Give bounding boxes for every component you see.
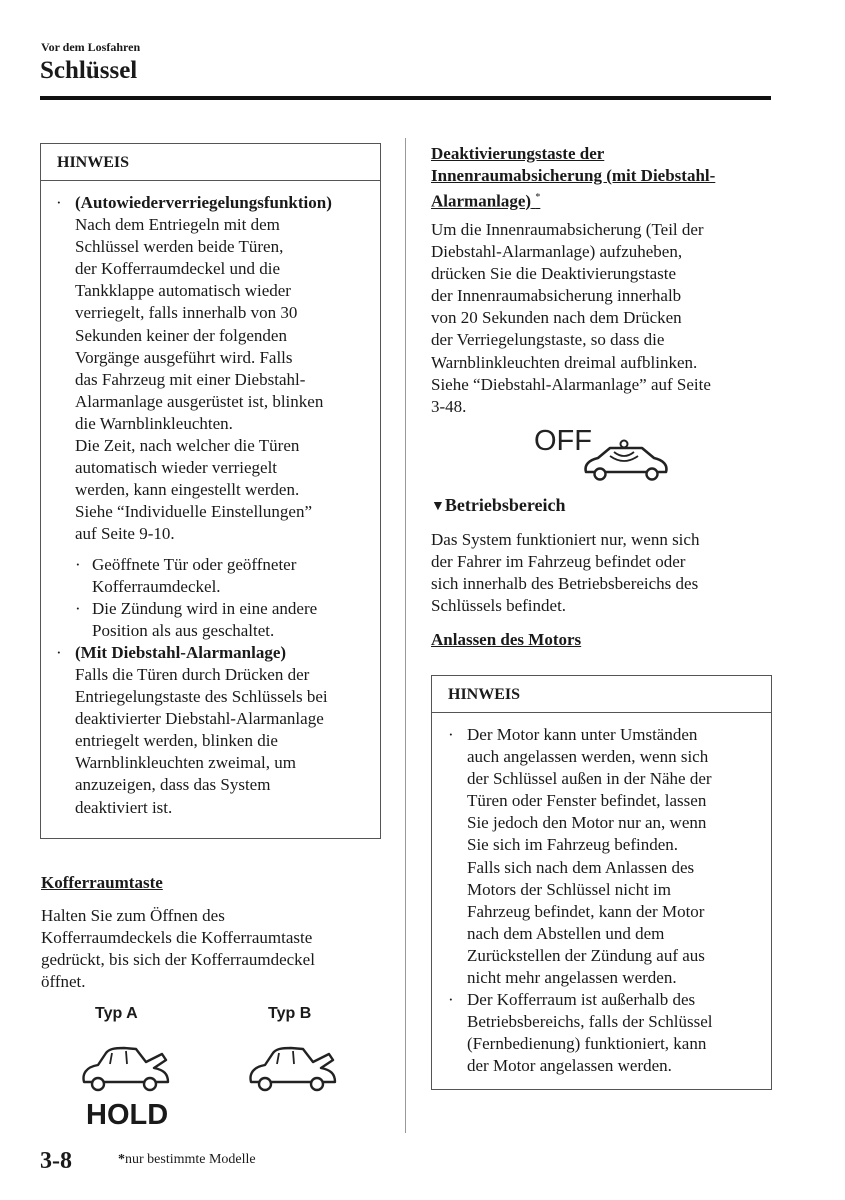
text-line: Um die Innenraumabsicherung (Teil der (431, 220, 704, 239)
heading-line: Deaktivierungstaste der (431, 144, 605, 163)
text-line: Die Zündung wird in eine andere (92, 598, 318, 618)
text-line: Vorgänge ausgeführt wird. Falls (75, 347, 293, 367)
text-line: der Motor angelassen werden. (467, 1056, 672, 1076)
type-b-label: Typ B (268, 1005, 312, 1022)
page-title: Schlüssel (40, 57, 138, 84)
text-line: deaktivierter Diebstahl-Alarmanlage (75, 709, 324, 729)
trunk-open-car-icon (76, 1040, 176, 1096)
text-line: nach dem Abstellen und dem (467, 923, 665, 943)
text-line: Diebstahl-Alarmanlage) aufzuheben, (431, 242, 683, 262)
header-rule (40, 96, 771, 100)
text-line: öffnet. (41, 972, 86, 992)
text-line: der Fahrer im Fahrzeug befindet oder (431, 552, 686, 572)
trunk-open-car-icon (243, 1040, 343, 1096)
section-title: Vor dem Losfahren (41, 40, 141, 54)
text-line: Schlüssels befindet. (431, 596, 567, 616)
text-line: der Verriegelungstaste, so dass die (431, 330, 665, 350)
text-line: deaktiviert ist. (75, 797, 173, 817)
text-line: Türen oder Fenster befindet, lassen (467, 791, 707, 811)
range-text (431, 529, 699, 617)
asterisk-mark: * (535, 192, 541, 203)
text-line: von 20 Sekunden nach dem Drücken (431, 308, 682, 328)
heading-line: Alarmanlage) (431, 191, 532, 211)
note-left-content (56, 192, 376, 819)
note-label: HINWEIS (432, 676, 771, 713)
text-line: Das System funktioniert nur, wenn sich (431, 530, 700, 549)
text-line: Schlüssel werden beide Türen, (75, 237, 284, 257)
text-line: Betriebsbereichs, falls der Schlüssel (467, 1012, 713, 1032)
text-line: Falls sich nach dem Anlassen des (467, 857, 695, 877)
text-line: Halten Sie zum Öffnen des (41, 906, 225, 925)
text-line: Fahrzeug befindet, kann der Motor (467, 901, 705, 921)
footnote-star: * (118, 1152, 125, 1167)
range-heading-row (431, 495, 566, 516)
bullet-icon: · (56, 193, 62, 212)
text-line: verriegelt, falls innerhalb von 30 (75, 303, 298, 323)
note-label: HINWEIS (41, 144, 380, 181)
intrusion-sensor-car-icon (580, 434, 672, 486)
column-divider (405, 138, 406, 1133)
start-heading: Anlassen des Motors (431, 630, 582, 649)
range-heading: Betriebsbereich (444, 495, 566, 515)
text-line: nicht mehr angelassen werden. (467, 968, 677, 988)
text-line: auf Seite 9-10. (75, 524, 175, 544)
hold-label: HOLD (86, 1099, 169, 1131)
bullet-icon: · (75, 554, 81, 574)
text-line: Zurückstellen der Zündung auf aus (467, 945, 705, 965)
text-line: Der Kofferraum ist außerhalb des (467, 990, 696, 1010)
text-line: Motors der Schlüssel nicht im (467, 879, 671, 899)
note-item-title: (Autowiederverriegelungsfunktion) (75, 193, 332, 212)
text-line: Nach dem Entriegeln mit dem (75, 215, 280, 235)
text-line: Falls die Türen durch Drücken der (75, 664, 310, 684)
text-line: entriegelt werden, blinken die (75, 731, 278, 751)
text-line: automatisch wieder verriegelt (75, 458, 278, 478)
text-line: Sie jedoch den Motor nur an, wenn (467, 813, 707, 833)
deact-text (431, 219, 711, 418)
text-line: 3-48. (431, 396, 467, 416)
text-line: auch angelassen werden, wenn sich (467, 747, 709, 767)
page-number: 3-8 (40, 1148, 72, 1174)
text-line: Siehe “Individuelle Einstellungen” (75, 502, 312, 522)
text-line: Geöffnete Tür oder geöffneter (92, 554, 297, 574)
text-line: Warnblinkleuchten zweimal, um (75, 753, 296, 773)
text-line: Warnblinkleuchten dreimal aufblinken. (431, 352, 698, 372)
heading-line: Innenraumabsicherung (mit Diebstahl- (431, 166, 716, 185)
text-line: Position als aus geschaltet. (92, 620, 275, 640)
text-line: werden, kann eingestellt werden. (75, 480, 300, 500)
off-label: OFF (534, 425, 592, 457)
text-line: sich innerhalb des Betriebsbereichs des (431, 574, 699, 594)
text-line: anzuzeigen, dass das System (75, 775, 271, 795)
text-line: der Innenraumabsicherung innerhalb (431, 286, 682, 306)
heading-line-wrap (431, 187, 715, 213)
text-line: Der Motor kann unter Umständen (467, 725, 698, 744)
bullet-icon: · (56, 642, 62, 662)
bullet-icon: · (448, 990, 454, 1010)
text-line: Sie sich im Fahrzeug befinden. (467, 835, 679, 855)
text-line: Die Zeit, nach welcher die Türen (75, 436, 300, 456)
trunk-heading: Kofferraumtaste (41, 873, 163, 892)
text-line: drücken Sie die Deaktivierungstaste (431, 264, 677, 284)
note-right-content (448, 724, 768, 1078)
footnote-text: nur bestimmte Modelle (125, 1152, 256, 1167)
bullet-icon: · (448, 725, 454, 744)
trunk-text (41, 905, 315, 993)
text-line: Tankklappe automatisch wieder (75, 281, 291, 301)
text-line: gedrückt, bis sich der Kofferraumdeckel (41, 950, 315, 970)
text-line: Siehe “Diebstahl-Alarmanlage” auf Seite (431, 374, 711, 394)
text-line: das Fahrzeug mit einer Diebstahl- (75, 369, 306, 389)
note-item-title: (Mit Diebstahl-Alarmanlage) (75, 642, 287, 662)
triangle-icon: ▼ (431, 499, 445, 514)
text-line: Sekunden keiner der folgenden (75, 325, 287, 345)
text-line: Alarmanlage ausgerüstet ist, blinken (75, 391, 324, 411)
text-line: (Fernbedienung) funktioniert, kann (467, 1034, 707, 1054)
text-line: der Kofferraumdeckel und die (75, 259, 281, 279)
type-a-label: Typ A (95, 1005, 138, 1022)
text-line: Kofferraumdeckel. (92, 576, 221, 596)
text-line: der Schlüssel außen in der Nähe der (467, 769, 712, 789)
deact-heading (431, 143, 715, 213)
text-line: die Warnblinkleuchten. (75, 413, 233, 433)
text-line: Kofferraumdeckels die Kofferraumtaste (41, 928, 313, 948)
text-line: Entriegelungstaste des Schlüssels bei (75, 687, 328, 707)
bullet-icon: · (75, 598, 81, 618)
footnote (118, 1152, 256, 1168)
